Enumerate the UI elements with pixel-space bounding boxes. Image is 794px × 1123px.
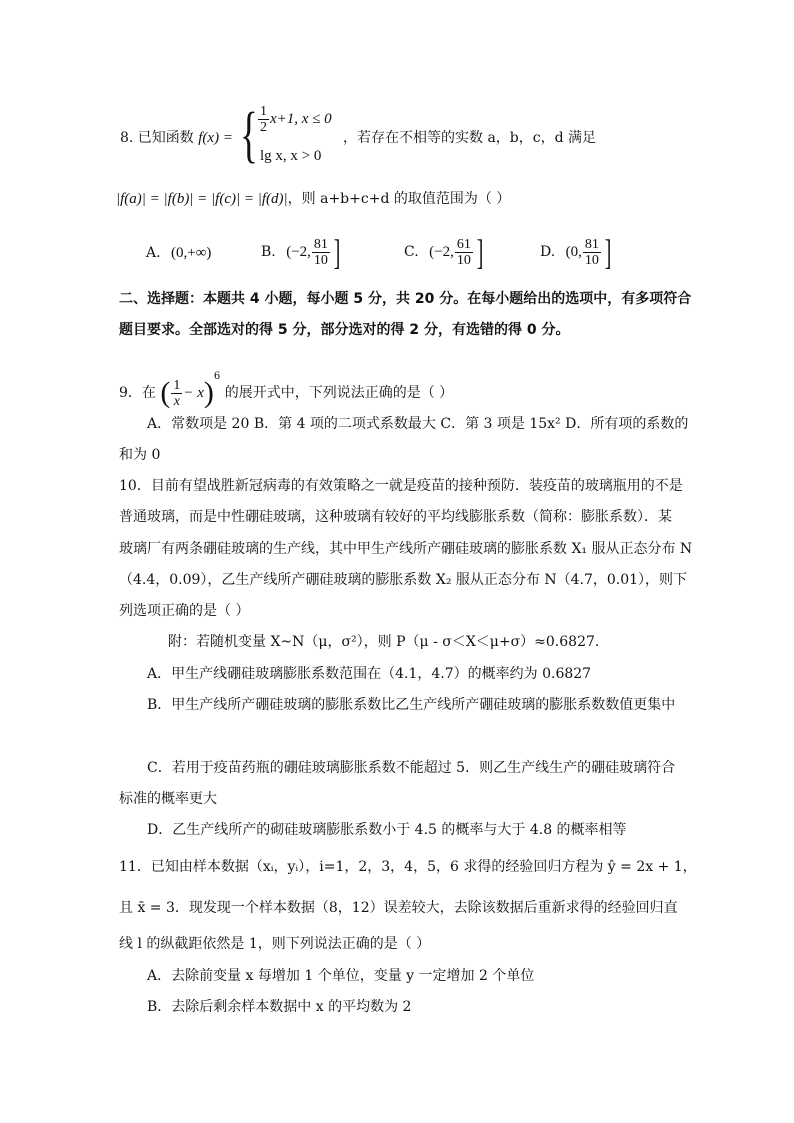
q8-case2: lg x, x > 0 — [260, 148, 322, 164]
q10-option-b: B．甲生产线所产硼硅玻璃的膨胀系数比乙生产线所产硼硅玻璃的膨胀系数数值更集中 — [147, 697, 676, 713]
q10-line1: 10．目前有望战胜新冠病毒的有效策略之一就是疫苗的接种预防．装疫苗的玻璃瓶用的不是 — [119, 478, 683, 494]
q8-suffix: ，若存在不相等的实数 a，b，c，d 满足 — [343, 130, 597, 146]
brace: { — [240, 101, 258, 169]
q10-line3: 玻璃厂有两条硼硅玻璃的生产线，其中甲生产线所产硼硅玻璃的膨胀系数 X₁ 服从正态分布 N — [119, 541, 693, 557]
q8-condition: |f(a)| = |f(b)| = |f(c)| = |f(d)|，则 a+b+c+d 的取值范围为（ ） — [116, 191, 511, 207]
q8-fx: f(x) = — [198, 130, 233, 146]
q10-option-d: D．乙生产线所产的砌硅玻璃膨胀系数小于 4.5 的概率与大于 4.8 的概率相等 — [147, 822, 627, 838]
q11-line2: 且 x̄ = 3．现发现一个样本数据（8，12）误差较大，去除该数据后重新求得的经验回归直 — [119, 900, 678, 916]
q9-options-cont: 和为 0 — [119, 447, 161, 463]
q11-line3: 线 l 的纵截距依然是 1，则下列说法正确的是（ ） — [119, 936, 431, 952]
q10-note: 附：若随机变量 X~N（μ，σ²），则 P（μ - σ＜X＜μ+σ）≈0.6827. — [168, 634, 600, 650]
q8-line1 — [120, 128, 233, 148]
q8-option-b: B. (−2, $\frac{81}{10}$ ] — [261, 232, 341, 272]
q10-option-a: A．甲生产线硼硅玻璃膨胀系数范围在（4.1，4.7）的概率约为 0.6827 — [147, 666, 592, 682]
q8-option-c: C. (−2, $\frac{61}{10}$ ] — [404, 232, 484, 272]
q10-line2: 普通玻璃，而是中性硼硅玻璃，这种玻璃有较好的平均线膨胀系数（简称：膨胀系数）．某 — [119, 509, 672, 525]
q11-option-b: B．去除后剩余样本数据中 x 的平均数为 2 — [147, 999, 412, 1015]
q11-option-a: A．去除前变量 x 每增加 1 个单位，变量 y 一定增加 2 个单位 — [147, 968, 535, 984]
q9-stem: 9．在 ( $\frac{1}{x}$ − x)$^6$ 的展开式中，下列说法正确的是（ ） — [119, 371, 454, 409]
q10-option-c-cont: 标准的概率更大 — [119, 791, 217, 807]
q8-case1: $\frac{1}{2}$ x+1, x ≤ 0 — [260, 104, 332, 135]
section2-line1: 二、选择题：本题共 4 小题，每小题 5 分，共 20 分。在每小题给出的选项中，有多项符合 — [119, 291, 692, 307]
q9-options: A．常数项是 20 B．第 4 项的二项式系数最大 C．第 3 项是 15x² D．所有项的系数的 — [147, 416, 689, 432]
q10-line4: （4.4，0.09），乙生产线所产硼硅玻璃的膨胀系数 X₂ 服从正态分布 N（4.7，0.01），则下 — [119, 572, 688, 588]
q8-prefix: 8. 已知函数 — [120, 130, 194, 146]
section2-line2: 题目要求。全部选对的得 5 分，部分选对的得 2 分，有选错的得 0 分。 — [119, 322, 570, 338]
q10-option-c: C．若用于疫苗药瓶的硼硅玻璃膨胀系数不能超过 5．则乙生产线生产的硼硅玻璃符合 — [147, 760, 676, 776]
q11-line1: 11．已知由样本数据（xᵢ，yᵢ），i=1，2，3，4，5，6 求得的经验回归方程为 ŷ = 2x + 1， — [119, 859, 697, 875]
q10-line5: 列选项正确的是（ ） — [119, 603, 250, 619]
q8-option-d: D. (0, $\frac{81}{10}$ ] — [540, 232, 612, 272]
q8-option-a: A. (0,+∞) — [146, 245, 212, 261]
